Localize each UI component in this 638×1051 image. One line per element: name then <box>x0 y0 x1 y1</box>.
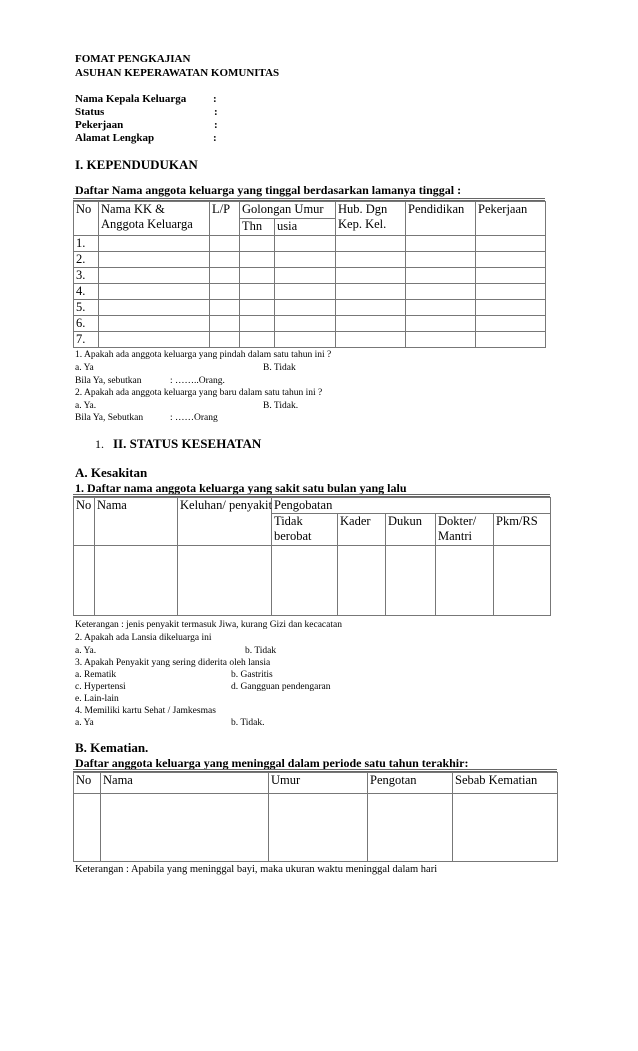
header-pkm: Pkm/RS <box>494 514 551 546</box>
header-tidak-line1: Tidak <box>274 514 303 528</box>
option-q1-tidak[interactable]: B. Tidak <box>263 363 296 373</box>
input-cell[interactable] <box>178 546 272 616</box>
table-row <box>74 546 551 616</box>
table-row <box>74 284 546 300</box>
input-cell[interactable] <box>336 252 406 268</box>
note-jenis-penyakit: Keterangan : jenis penyakit termasuk Jiwa, kurang Gizi dan kecacatan <box>75 620 342 630</box>
input-cell[interactable] <box>240 332 275 348</box>
input-cell[interactable] <box>386 546 436 616</box>
subsection-kematian: B. Kematian. <box>75 740 149 755</box>
input-cell[interactable] <box>476 268 546 284</box>
header-nama-line1: Nama KK & <box>101 202 165 216</box>
header-pengobatan: Pengobatan <box>272 498 551 514</box>
option-lansia-tidak[interactable]: b. Tidak <box>245 646 277 656</box>
table-row <box>74 236 546 252</box>
input-cell[interactable] <box>338 546 386 616</box>
input-cell[interactable] <box>210 268 240 284</box>
row-number: 4. <box>74 284 99 300</box>
input-cell[interactable] <box>406 284 476 300</box>
header-hub-line1: Hub. Dgn <box>338 202 388 216</box>
note-q1-bila-value: : ……..Orang. <box>170 376 225 386</box>
row-number: 7. <box>74 332 99 348</box>
kependudukan-table <box>73 201 546 348</box>
note-kematian: Keterangan : Apabila yang meninggal bayi, maka ukuran waktu meninggal dalam hari <box>75 864 438 875</box>
form-title-line1: FOMAT PENGKAJIAN <box>75 53 191 65</box>
header-hubungan <box>336 202 406 236</box>
input-cell[interactable] <box>336 332 406 348</box>
input-cell[interactable] <box>99 284 210 300</box>
input-cell[interactable] <box>476 316 546 332</box>
input-cell[interactable] <box>99 316 210 332</box>
table-row <box>74 316 546 332</box>
input-cell[interactable] <box>336 300 406 316</box>
header-dokter-line2: Mantri <box>438 529 473 543</box>
subsection-kesakitan: A. Kesakitan <box>75 465 148 480</box>
table-title-kematian: Daftar anggota keluarga yang meninggal dalam periode satu tahun terakhir: <box>75 756 469 770</box>
input-cell[interactable] <box>240 284 275 300</box>
input-cell[interactable] <box>476 332 546 348</box>
input-cell[interactable] <box>476 252 546 268</box>
header-kader: Kader <box>338 514 386 546</box>
section-title-status-kesehatan: II. STATUS KESEHATAN <box>113 436 262 451</box>
note-q1-bila: Bila Ya, sebutkan <box>75 376 142 386</box>
input-cell[interactable] <box>101 794 269 862</box>
header-dokter-line1: Dokter/ <box>438 514 477 528</box>
table-row <box>74 794 558 862</box>
form-title-line2: ASUHAN KEPERAWATAN KOMUNITAS <box>75 67 280 79</box>
row-number: 6. <box>74 316 99 332</box>
field-label-alamat: Alamat Lengkap <box>75 132 155 144</box>
option-q2-ya[interactable]: a. Ya. <box>75 401 97 411</box>
note-lansia-question: 2. Apakah ada Lansia dikeluarga ini <box>75 633 212 643</box>
input-cell[interactable] <box>336 284 406 300</box>
field-colon: : <box>213 93 217 105</box>
input-cell[interactable] <box>210 300 240 316</box>
input-cell[interactable] <box>210 236 240 252</box>
header-pengotan: Pengotan <box>368 773 453 794</box>
input-cell[interactable] <box>476 236 546 252</box>
header-nama <box>99 202 210 236</box>
input-cell[interactable] <box>406 332 476 348</box>
field-colon: : <box>213 132 217 144</box>
note-penyakit-lansia: 3. Apakah Penyakit yang sering diderita oleh lansia <box>75 658 271 668</box>
input-cell[interactable] <box>275 236 336 252</box>
option-hypertensi[interactable]: c. Hypertensi <box>75 682 126 692</box>
note-q2: 2. Apakah ada anggota keluarga yang baru dalam satu tahun ini ? <box>75 388 323 398</box>
option-rematik[interactable]: a. Rematik <box>75 670 117 680</box>
input-cell[interactable] <box>74 546 95 616</box>
kematian-table <box>73 772 558 862</box>
input-cell[interactable] <box>406 316 476 332</box>
option-kartu-ya[interactable]: a. Ya <box>75 718 94 728</box>
table-row <box>74 268 546 284</box>
field-label-status: Status <box>75 106 105 118</box>
option-q2-tidak[interactable]: B. Tidak. <box>263 401 299 411</box>
header-keluhan: Keluhan/ penyakit <box>178 498 272 546</box>
input-cell[interactable] <box>368 794 453 862</box>
input-cell[interactable] <box>275 268 336 284</box>
row-number: 2. <box>74 252 99 268</box>
input-cell[interactable] <box>406 236 476 252</box>
input-cell[interactable] <box>210 316 240 332</box>
section-title-kependudukan: I. KEPENDUDUKAN <box>75 157 198 172</box>
input-cell[interactable] <box>99 236 210 252</box>
input-cell[interactable] <box>240 236 275 252</box>
field-label-pekerjaan: Pekerjaan <box>75 119 124 131</box>
section-number: 1. <box>95 437 104 451</box>
input-cell[interactable] <box>336 316 406 332</box>
input-cell[interactable] <box>275 332 336 348</box>
header-no: No <box>74 202 99 236</box>
header-dokter <box>436 514 494 546</box>
header-thn: Thn <box>240 219 275 236</box>
input-cell[interactable] <box>453 794 558 862</box>
header-pendidikan: Pendidikan <box>406 202 476 236</box>
header-dukun: Dukun <box>386 514 436 546</box>
input-cell[interactable] <box>99 268 210 284</box>
input-cell[interactable] <box>210 252 240 268</box>
header-umur: Umur <box>269 773 368 794</box>
note-q2-bila-value: : ……Orang <box>170 413 218 423</box>
input-cell[interactable] <box>210 332 240 348</box>
field-label-nama-kk: Nama Kepala Keluarga <box>75 93 187 105</box>
input-cell[interactable] <box>275 284 336 300</box>
input-cell[interactable] <box>476 284 546 300</box>
input-cell[interactable] <box>99 252 210 268</box>
input-cell[interactable] <box>494 546 551 616</box>
note-kartu-sehat: 4. Memiliki kartu Sehat / Jamkesmas <box>75 706 216 716</box>
header-tidak-line2: berobat <box>274 529 312 543</box>
input-cell[interactable] <box>240 316 275 332</box>
note-q1: 1. Apakah ada anggota keluarga yang pindah dalam satu tahun ini ? <box>75 350 332 360</box>
row-number: 5. <box>74 300 99 316</box>
input-cell[interactable] <box>406 252 476 268</box>
option-lain-lain[interactable]: e. Lain-lain <box>75 694 119 704</box>
option-q1-ya[interactable]: a. Ya <box>75 363 94 373</box>
input-cell[interactable] <box>476 300 546 316</box>
header-lp: L/P <box>210 202 240 236</box>
input-cell[interactable] <box>336 268 406 284</box>
header-tidak-berobat <box>272 514 338 546</box>
option-gastritis[interactable]: b. Gastritis <box>231 670 273 680</box>
input-cell[interactable] <box>99 300 210 316</box>
table-row <box>74 252 546 268</box>
input-cell[interactable] <box>74 794 101 862</box>
field-colon: : <box>214 119 218 131</box>
header-usia: usia <box>275 219 336 236</box>
input-cell[interactable] <box>210 284 240 300</box>
header-no: No <box>74 498 95 546</box>
header-sebab-kematian: Sebab Kematian <box>453 773 558 794</box>
kesakitan-table <box>73 497 551 616</box>
input-cell[interactable] <box>406 268 476 284</box>
input-cell[interactable] <box>336 236 406 252</box>
input-cell[interactable] <box>99 332 210 348</box>
option-kartu-tidak[interactable]: b. Tidak. <box>231 718 265 728</box>
input-cell[interactable] <box>275 300 336 316</box>
header-pekerjaan: Pekerjaan <box>476 202 546 236</box>
table-title-anggota: Daftar Nama anggota keluarga yang tinggal berdasarkan lamanya tinggal : <box>75 183 462 197</box>
table-title-sakit: 1. Daftar nama anggota keluarga yang sakit satu bulan yang lalu <box>75 481 407 495</box>
input-cell[interactable] <box>95 546 178 616</box>
option-lansia-ya[interactable]: a. Ya. <box>75 646 97 656</box>
header-nama: Nama <box>95 498 178 546</box>
input-cell[interactable] <box>436 546 494 616</box>
input-cell[interactable] <box>240 252 275 268</box>
header-no: No <box>74 773 101 794</box>
header-nama: Nama <box>101 773 269 794</box>
header-hub-line2: Kep. Kel. <box>338 217 387 231</box>
header-golongan-umur: Golongan Umur <box>240 202 336 219</box>
input-cell[interactable] <box>272 546 338 616</box>
table-row <box>74 332 546 348</box>
field-colon: : <box>214 106 218 118</box>
option-gangguan-pendengaran[interactable]: d. Gangguan pendengaran <box>231 682 331 692</box>
header-nama-line2: Anggota Keluarga <box>101 217 193 231</box>
row-number: 3. <box>74 268 99 284</box>
note-q2-bila: Bila Ya, Sebutkan <box>75 413 144 423</box>
input-cell[interactable] <box>269 794 368 862</box>
table-row <box>74 300 546 316</box>
input-cell[interactable] <box>240 300 275 316</box>
row-number: 1. <box>74 236 99 252</box>
input-cell[interactable] <box>240 268 275 284</box>
input-cell[interactable] <box>406 300 476 316</box>
input-cell[interactable] <box>275 316 336 332</box>
input-cell[interactable] <box>275 252 336 268</box>
